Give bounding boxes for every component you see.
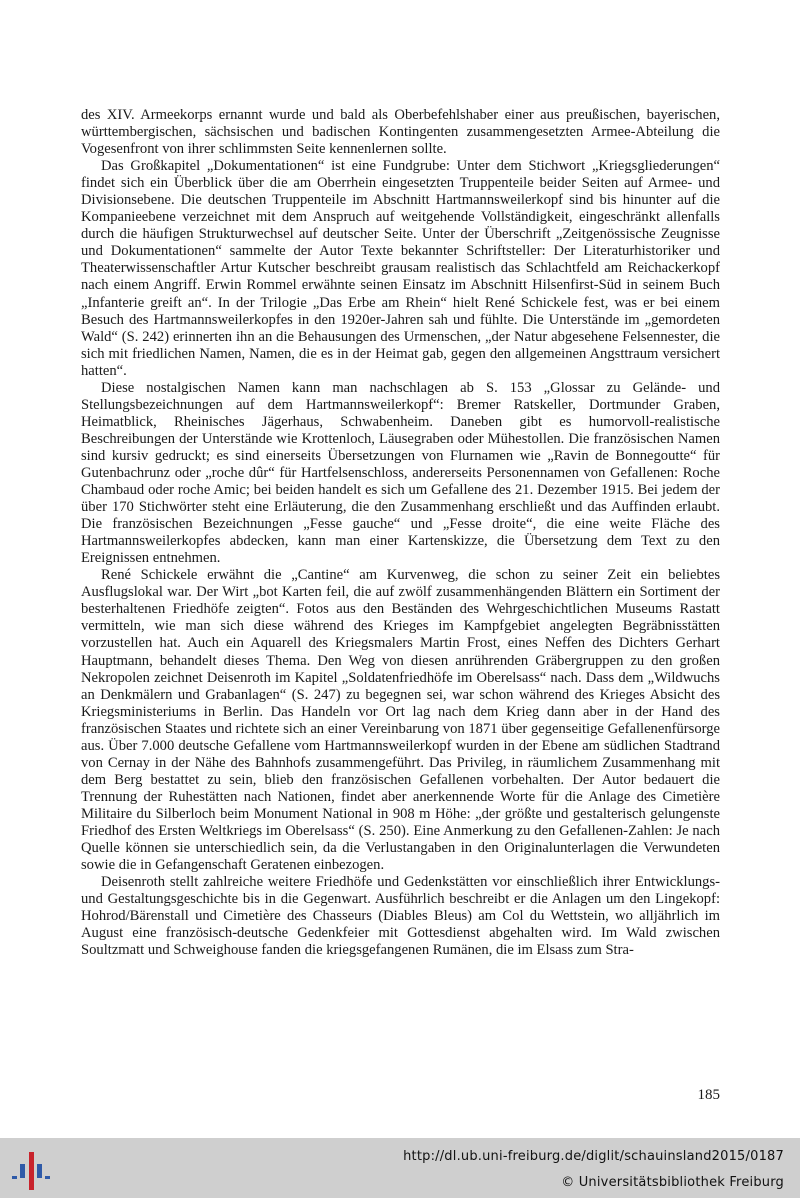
page-number: 185 — [697, 1087, 720, 1103]
copyright-text: © Universitätsbibliothek Freiburg — [561, 1175, 784, 1190]
permalink-url[interactable]: http://dl.ub.uni-freiburg.de/diglit/schauinsland2015/0187 — [403, 1149, 784, 1164]
body-text — [81, 107, 720, 959]
library-logo-icon — [10, 1146, 52, 1192]
viewer-footer — [0, 1138, 800, 1198]
paragraph-3: Diese nostalgischen Namen kann man nachschlagen ab S. 153 „Glossar zu Gelände- und Stellungsbezeichnungen auf dem Hartmannsweilerkopf“: Bremer Ratskeller, Dortmunder Graben, Heimatblick, Rheinisches Jägerhaus, Schwabenheim. Daneben gibt es humorvoll-realistische Beschreibungen der Unterstände wie Krottenloch, Läusegraben oder Mühestollen. Die französischen Namen sind kursiv gedruckt; es sind einerseits Übersetzungen von Flurnamen wie „Ravin de Bonnegoutte“ für Gutenbachrunz oder „roche dûr“ für Hartfelsenschloss, andererseits Personennamen von Gefallenen: Roche Chambaud oder roche Amic; bei beiden handelt es sich um Gefallene des 21. Dezember 1915. Bei jedem der über 170 Stichwörter steht eine Erläuterung, die den Zusammenhang erschließt und das Auffinden erlaubt. Die französischen Bezeichnungen „Fesse gauche“ und „Fesse droite“, die eine weite Fläche des Hartmannsweilerkopfes abdecken, kann man einer Kartenskizze, die Übersetzung dem Text zu den Ereignissen entnehmen. — [81, 379, 720, 567]
paragraph-5: Deisenroth stellt zahlreiche weitere Friedhöfe und Gedenkstätten vor einschließlich ihrer Entwicklungs- und Gestaltungsgeschichte bis in die Gegenwart. Ausführlich beschreibt er die Anlagen um den Lingekopf: Hohrod/Bärenstall und Cimetière des Chasseurs (Diables Bleus) am Col du Wettstein, wo alljährlich im August eine französisch-deutsche Gedenkfeier mit Gottesdienst abgehalten wird. Im Wald zwischen Soultzmatt und Schweighouse fanden die kriegsgefangenen Rumänen, die im Elsass zum Stra- — [81, 874, 720, 959]
paragraph-1: des XIV. Armeekorps ernannt wurde und bald als Oberbefehlshaber einer aus preußischen, bayerischen, württembergischen, sächsischen und badischen Kontingenten zusammengesetzten Armee-Abteilung die Vogesenfront von ihrer schlimmsten Seite kennenlernen sollte. — [81, 107, 720, 158]
paragraph-4: René Schickele erwähnt die „Cantine“ am Kurvenweg, die schon zu seiner Zeit ein beliebtes Ausflugslokal war. Der Wirt „bot Karten feil, die auf zwölf zusammenhängenden Blättern ein Sortiment der besterhaltenen Friedhöfe zeigten“. Fotos aus den Beständen des Wehrgeschichtlichen Museums Rastatt vermitteln, wie man sich diese während des Krieges im Kampfgebiet angelegten Begräbnisstätten vorzustellen hat. Auch ein Aquarell des Kriegsmalers Martin Frost, eines Neffen des Dichters Gerhart Hauptmann, behandelt dieses Thema. Den Weg von diesen anrührenden Gräbergruppen zu den großen Nekropolen zeichnet Deisenroth im Kapitel „Soldatenfriedhöfe im Oberelsass“ nach. Dass dem „Wildwuchs an Denkmälern und Grabanlagen“ (S. 247) zu begegnen sei, war schon während des Krieges Absicht des Kriegsministeriums in Berlin. Das Handeln vor Ort lag nach dem Krieg dann aber in der Hand des französischen Staates und richtete sich an einer Vereinbarung von 1871 über gegenseitige Gefallenenfürsorge aus. Über 7.000 deutsche Gefallene vom Hartmannsweilerkopf wurden in der Ebene am südlichen Stadtrand von Cernay in der Nähe des Bahnhofs zusammengeführt. Das Privileg, in räumlichem Zusammenhang mit dem Berg bestattet zu sein, blieb den französischen Gefallenen vorbehalten. Der Autor bedauert die Trennung der Ruhestätten nach Nationen, findet aber anerkennende Worte für die Anlage des Cimetière Militaire du Silberloch beim Monument National in 908 m Höhe: „der größte und gestalterisch gelungenste Friedhof des Ersten Weltkriegs im Oberelsass“ (S. 250). Eine Anmerkung zu den Gefallenen-Zahlen: Je nach Quelle können sie unterschiedlich sein, da die Verlustangaben in den Originalunterlagen die Verwundeten sowie die in Gefangenschaft Geratenen einbezogen. — [81, 567, 720, 874]
paragraph-2: Das Großkapitel „Dokumentationen“ ist eine Fundgrube: Unter dem Stichwort „Kriegsgliederungen“ findet sich ein Überblick über die am Oberrhein eingesetzten Truppenteile beider Seiten auf Armee- und Divisionsebene. Die deutschen Truppenteile im Abschnitt Hartmannsweilerkopf sind bis hinunter auf die Kompanieebene verzeichnet mit dem Anspruch auf weitgehende Vollständigkeit, eingeschränkt allenfalls durch die häufigen Strukturwechsel auf deutscher Seite. Unter der Überschrift „Zeitgenössische Zeugnisse und Dokumentationen“ sammelte der Autor Texte bekannter Schriftsteller: Der Literaturhistoriker und Theaterwissenschaftler Artur Kutscher beschreibt grausam realistisch das Schlachtfeld am Reichackerkopf nach einem Angriff. Erwin Rommel erwähnte seinen Einsatz im Abschnitt Hilsenfirst-Süd in seinem Buch „Infanterie greift an“. In der Trilogie „Das Erbe am Rhein“ hielt René Schickele fest, was er bei einem Besuch des Hartmannsweilerkopfes in den 1920er-Jahren sah und fühlte. Die Unterstände im „gemordeten Wald“ (S. 242) erinnerten ihn an die Behausungen des Urmenschen, „der Natur abgesehene Felsennester, die sich mit friedlichen Namen, Namen, die es in der Heimat gab, gegen den allgemeinen Angsttraum versichert hatten“. — [81, 158, 720, 379]
